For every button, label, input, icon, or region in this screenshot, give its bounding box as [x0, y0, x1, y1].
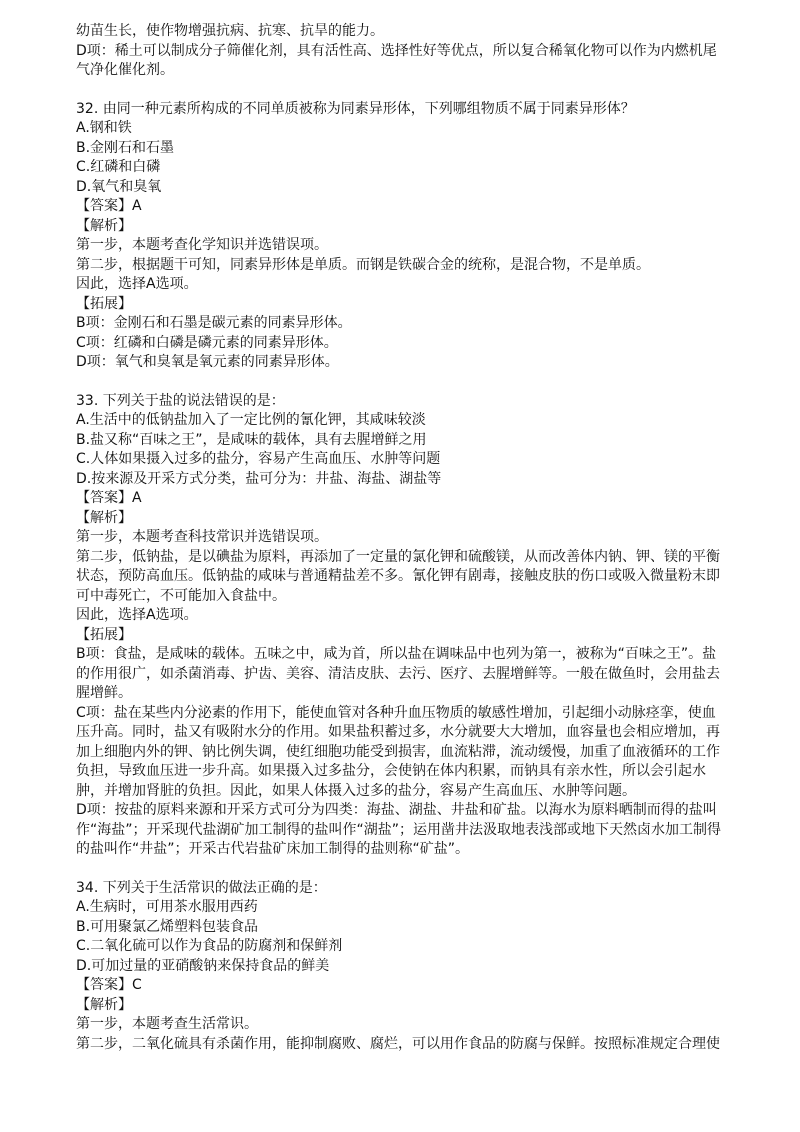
q32-extension-d: D项：氧气和臭氧是氧元素的同素异形体。: [76, 354, 339, 370]
q34-option-d: D.可加过量的亚硝酸钠来保持食品的鲜美: [76, 957, 330, 974]
q33-question: 33. 下列关于盐的说法错误的是：: [76, 392, 285, 409]
q34-analysis-step2: 第二步，二氧化硫具有杀菌作用，能抑制腐败、腐烂，可以用作食品的防腐与保鲜。按照标准规定合理使: [76, 1035, 720, 1052]
intro-line: 幼苗生长，使作物增强抗病、抗寒、抗旱的能力。: [76, 23, 384, 39]
q33-analysis-step1: 第一步，本题考查科技常识并选错误项。: [76, 529, 328, 545]
q33-analysis-label: 【解析】: [76, 509, 132, 526]
q32-analysis-step1: 第一步，本题考查化学知识并选错误项。: [76, 237, 328, 253]
q34-answer: 【答案】C: [76, 977, 142, 993]
q32-option-b: B.金刚石和石墨: [76, 139, 175, 156]
q34-option-b: B.可用聚氯乙烯塑料包装食品: [76, 918, 259, 935]
q33-extension-d: D项：按盐的原料来源和开采方式可分为四类：海盐、湖盐、井盐和矿盐。以海水为原料晒制而得的盐叫作“海盐”；开采现代盐湖矿加工制得的盐叫作“湖盐”；运用凿井法汲取地表浅部或地下天然卤水加工制得的盐叫作“井盐”；开采古代岩盐矿床加工制得的盐则称“矿盐”。: [76, 802, 722, 857]
q32-analysis-conclusion: 因此，选择A选项。: [76, 276, 198, 292]
document-page: [76, 22, 726, 1054]
q34-analysis-step1: 第一步，本题考查生活常识。: [76, 1016, 258, 1032]
q33-extension-label: 【拓展】: [76, 626, 132, 643]
q32-option-d: D.氧气和臭氧: [76, 178, 162, 195]
q32-answer: 【答案】A: [76, 198, 142, 214]
q33-option-c: C.人体如果摄入过多的盐分，容易产生高血压、水肿等问题: [76, 451, 441, 467]
q34-question: 34. 下列关于生活常识的做法正确的是：: [76, 879, 327, 896]
q34-option-a: A.生病时，可用茶水服用西药: [76, 899, 258, 915]
q32-analysis-step2: 第二步，根据题干可知，同素异形体是单质。而钢是铁碳合金的统称，是混合物，不是单质。: [76, 256, 650, 273]
q32-question: 32. 由同一种元素所构成的不同单质被称为同素异形体，下列哪组物质不属于同素异形体？: [76, 100, 635, 117]
q32-option-a: A.钢和铁: [76, 120, 132, 136]
q33-analysis-step2: 第二步，低钠盐，是以碘盐为原料，再添加了一定量的氯化钾和硫酸镁，从而改善体内钠、钾、镁的平衡状态，预防高血压。低钠盐的咸味与普通精盐差不多。氰化钾有剧毒，接触皮肤的伤口或吸入微量粉末即可中毒死亡，不可能加入食盐中。: [76, 548, 720, 604]
q32-option-c: C.红磷和白磷: [76, 159, 161, 175]
q32-extension-b: B项：金刚石和石墨是碳元素的同素异形体。: [76, 315, 352, 331]
q32-analysis-label: 【解析】: [76, 217, 132, 234]
q33-option-a: A.生活中的低钠盐加入了一定比例的氰化钾，其咸味较淡: [76, 412, 426, 428]
q34-option-c: C.二氧化硫可以作为食品的防腐剂和保鲜剂: [76, 938, 343, 954]
q33-extension-b: B项：食盐，是咸味的载体。五味之中，咸为首，所以盐在调味品中也列为第一，被称为“百味之王”。盐的作用很广，如杀菌消毒、护齿、美容、清洁皮肤、去污、医疗、去腥增鲜等。一般在做鱼时，会用盐去腥增鲜。: [76, 646, 720, 701]
q33-answer: 【答案】A: [76, 490, 142, 506]
q33-option-d: D.按来源及开采方式分类，盐可分为：井盐、海盐、湖盐等: [76, 470, 442, 487]
q32-extension-label: 【拓展】: [76, 295, 132, 312]
q33-extension-c: C项：盐在某些内分泌素的作用下，能使血管对各种升血压物质的敏感性增加，引起细小动脉痉挛，使血压升高。同时，盐又有吸附水分的作用。如果盐积蓄过多，水分就要大大增加，血容量也会相应增加，再加上细胞内外的钾、钠比例失调，使红细胞功能受到损害，血流粘滞，流动缓慢，加重了血液循环的工作负担，导致血压进一步升高。如果摄入过多盐分，会使钠在体内积累，而钠具有亲水性，所以会引起水肿，并增加肾脏的负担。因此，如果人体摄入过多的盐分，容易产生高血压、水肿等问题。: [76, 704, 720, 799]
q34-analysis-label: 【解析】: [76, 996, 132, 1013]
intro-option-d-note: D项：稀土可以制成分子筛催化剂，具有活性高、选择性好等优点，所以复合稀氧化物可以作为内燃机尾气净化催化剂。: [76, 42, 717, 78]
q33-analysis-conclusion: 因此，选择A选项。: [76, 607, 198, 623]
q33-option-b: B.盐又称“百味之王”，是咸味的载体，具有去腥增鲜之用: [76, 431, 427, 448]
q32-extension-c: C项：红磷和白磷是磷元素的同素异形体。: [76, 334, 338, 351]
